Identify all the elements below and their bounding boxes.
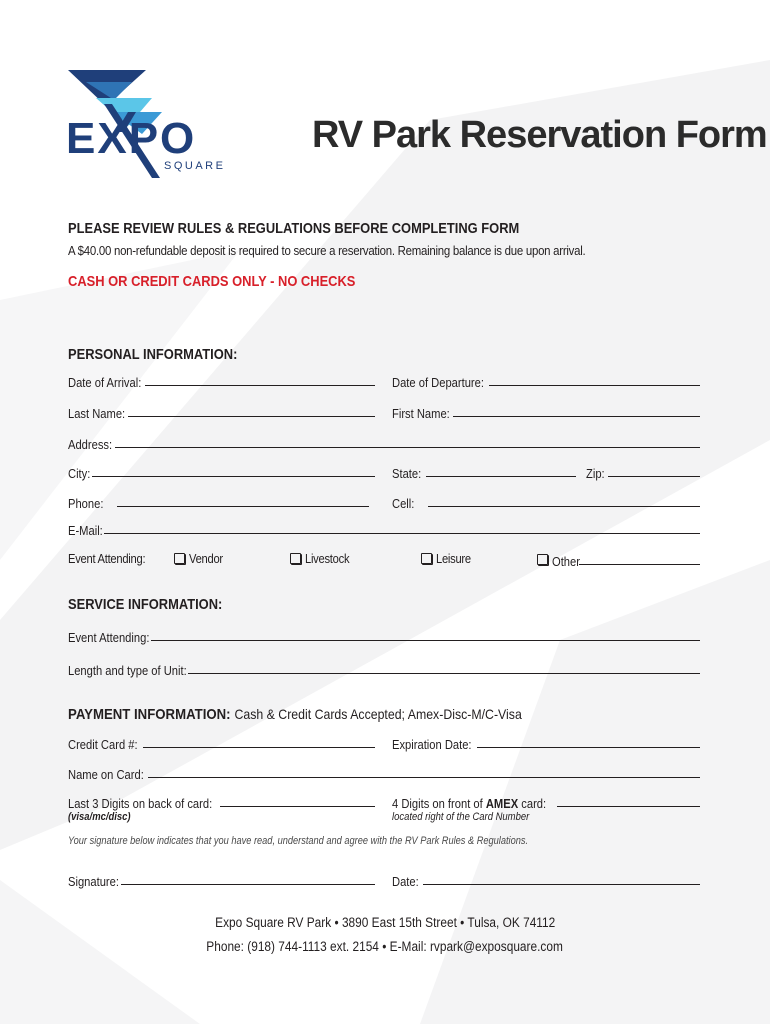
cell-field[interactable]: Cell:	[392, 493, 700, 511]
service-event-field[interactable]: Event Attending:	[68, 627, 700, 645]
other-checkbox[interactable]	[537, 554, 548, 565]
option-leisure[interactable]: Leisure	[421, 551, 477, 566]
leisure-checkbox[interactable]	[421, 553, 432, 564]
credit-card-field[interactable]: Credit Card #:	[68, 734, 375, 752]
payment-warning: CASH OR CREDIT CARDS ONLY - NO CHECKS	[68, 273, 356, 290]
logo-wordmark: EXPO	[66, 114, 197, 163]
page-title: RV Park Reservation Form	[312, 114, 767, 156]
departure-field[interactable]: Date of Departure:	[392, 372, 700, 390]
payment-heading: PAYMENT INFORMATION:	[68, 706, 231, 723]
option-other[interactable]: Other	[537, 551, 700, 569]
vendor-checkbox[interactable]	[174, 553, 185, 564]
logo-subtitle: SQUARE	[164, 160, 226, 172]
payment-heading-row	[68, 706, 584, 724]
last3-field[interactable]: Last 3 Digits on back of card:	[68, 793, 375, 811]
event-attending-label: Event Attending:	[68, 551, 146, 566]
last-name-field[interactable]: Last Name:	[68, 403, 375, 421]
state-field[interactable]: State:	[392, 463, 576, 481]
livestock-checkbox[interactable]	[290, 553, 301, 564]
phone-field[interactable]: Phone:	[68, 493, 369, 511]
unit-field[interactable]: Length and type of Unit:	[68, 660, 700, 678]
city-field[interactable]: City:	[68, 463, 375, 481]
option-livestock[interactable]: Livestock	[290, 551, 357, 566]
last3-note: (visa/mc/disc)	[68, 811, 131, 823]
payment-accepted: Cash & Credit Cards Accepted; Amex-Disc-M/C-Visa	[234, 706, 522, 722]
footer-contact: Phone: (918) 744-1113 ext. 2154 • E-Mail: rvpark@exposquare.com	[206, 939, 564, 954]
signature-field[interactable]: Signature:	[68, 871, 375, 889]
footer-address: Expo Square RV Park • 3890 East 15th Street • Tulsa, OK 74112	[214, 915, 556, 930]
date-field[interactable]: Date:	[392, 871, 700, 889]
deposit-note: A $40.00 non-refundable deposit is required to secure a reservation. Remaining balance is due upon arrival.	[68, 243, 586, 258]
option-vendor[interactable]: Vendor	[174, 551, 228, 566]
personal-heading: PERSONAL INFORMATION:	[68, 346, 238, 363]
review-heading: PLEASE REVIEW RULES & REGULATIONS BEFORE COMPLETING FORM	[68, 220, 520, 237]
address-field[interactable]: Address:	[68, 434, 700, 452]
amex-note: located right of the Card Number	[392, 811, 530, 823]
signature-note: Your signature below indicates that you have read, understand and agree with the RV Park Rules & Regulations.	[68, 835, 529, 847]
expiration-field[interactable]: Expiration Date:	[392, 734, 700, 752]
first-name-field[interactable]: First Name:	[392, 403, 700, 421]
arrival-field[interactable]: Date of Arrival:	[68, 372, 375, 390]
email-field[interactable]: E-Mail:	[68, 520, 700, 538]
service-heading: SERVICE INFORMATION:	[68, 596, 223, 613]
expo-square-logo	[66, 68, 246, 180]
zip-field[interactable]: Zip:	[586, 463, 700, 481]
amex-field[interactable]: 4 Digits on front of AMEX card:	[392, 793, 700, 811]
name-on-card-field[interactable]: Name on Card:	[68, 764, 700, 782]
